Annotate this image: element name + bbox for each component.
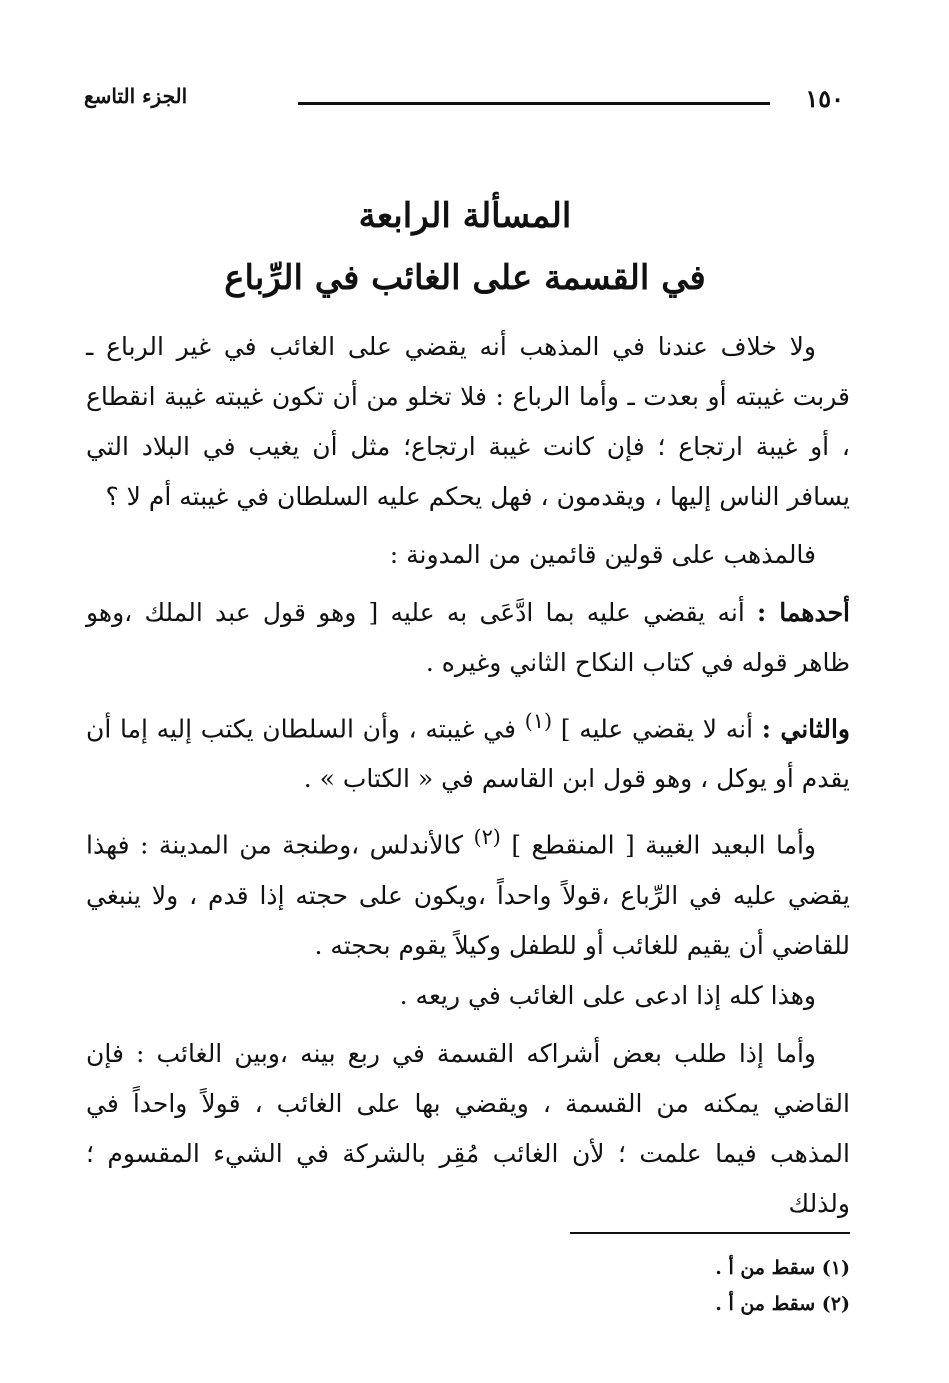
paragraph-2: فالمذهب على قولين قائمين من المدونة : [389, 540, 816, 569]
body-text [86, 322, 850, 1229]
paragraph-4-text-a: أنه لا يقضي عليه ] [560, 714, 754, 744]
paragraph-6: وهذا كله إذا ادعى على الغائب في ريعه . [399, 980, 816, 1010]
paragraph-3 [86, 588, 850, 688]
footnote-2: (٢) سقط من أ . [715, 1293, 850, 1315]
term-second: والثاني : [761, 714, 850, 744]
paragraph-5-text-a: وأما البعيد الغيبة [ المنقطع ] [511, 830, 817, 860]
footnotes [86, 1250, 850, 1322]
running-head [78, 84, 848, 116]
footnote-1: (١) سقط من أ . [715, 1257, 850, 1279]
page-number: ١٥٠ [805, 84, 844, 113]
footnote-ref-2: (٢) [473, 825, 501, 850]
footnote-rule [570, 1232, 850, 1234]
paragraph-1: ولا خلاف عندنا في المذهب أنه يقضي على الغائب في غير الرباع ـ قربت غيبته أو بعدت ـ وأما الرباع : فلا تخلو من أن تكون غيبته غيبة انقطاع ، أو غيبة ارتجاع ؛ فإن كانت غيبة ارتجاع؛ مثل أن يغيب في البلاد التي يسافر الناس إليها ، ويقدمون ، فهل يحكم عليه السلطان في غيبته أم لا ؟ [86, 332, 850, 511]
chapter-subtitle: في القسمة على الغائب في الرِّباع [224, 258, 706, 298]
paragraph-4 [86, 696, 850, 804]
part-name: الجزء التاسع [84, 84, 188, 108]
footnote-ref-1: (١) [524, 709, 553, 733]
term-first: أحدهما : [757, 598, 851, 627]
paragraph-7: وأما إذا طلب بعض أشراكه القسمة في ربع بينه ،وبين الغائب : فإن القاضي يمكنه من القسمة ، ويقضي بها على الغائب ، قولاً واحداً في المذهب فيما علمت ؛ لأن الغائب مُقِر بالشركة في الشيء المقسوم ؛ ولذلك [86, 1038, 850, 1218]
paragraph-5-text-b: كالأندلس ،وطنجة من المدينة : فهذا يقضي عليه في الرِّباع ،قولاً واحداً ،ويكون على حجته إذا قدم ، ولا ينبغي للقاضي أن يقيم للغائب أو للطفل وكيلاً يقوم بحجته . [86, 830, 850, 960]
header-rule [298, 102, 770, 105]
paragraph-4-text-b: في غيبته ، وأن السلطان يكتب إليه إما أن يقدم أو يوكل ، وهو قول ابن القاسم في « الكتاب » . [86, 714, 850, 794]
paragraph-3-text: أنه يقضي عليه بما ادَّعَى به عليه [ وهو قول عبد الملك ،وهو ظاهر قوله في كتاب النكاح الثاني وغيره . [86, 598, 850, 677]
paragraph-5 [86, 812, 850, 970]
chapter-title: المسألة الرابعة [358, 196, 572, 236]
